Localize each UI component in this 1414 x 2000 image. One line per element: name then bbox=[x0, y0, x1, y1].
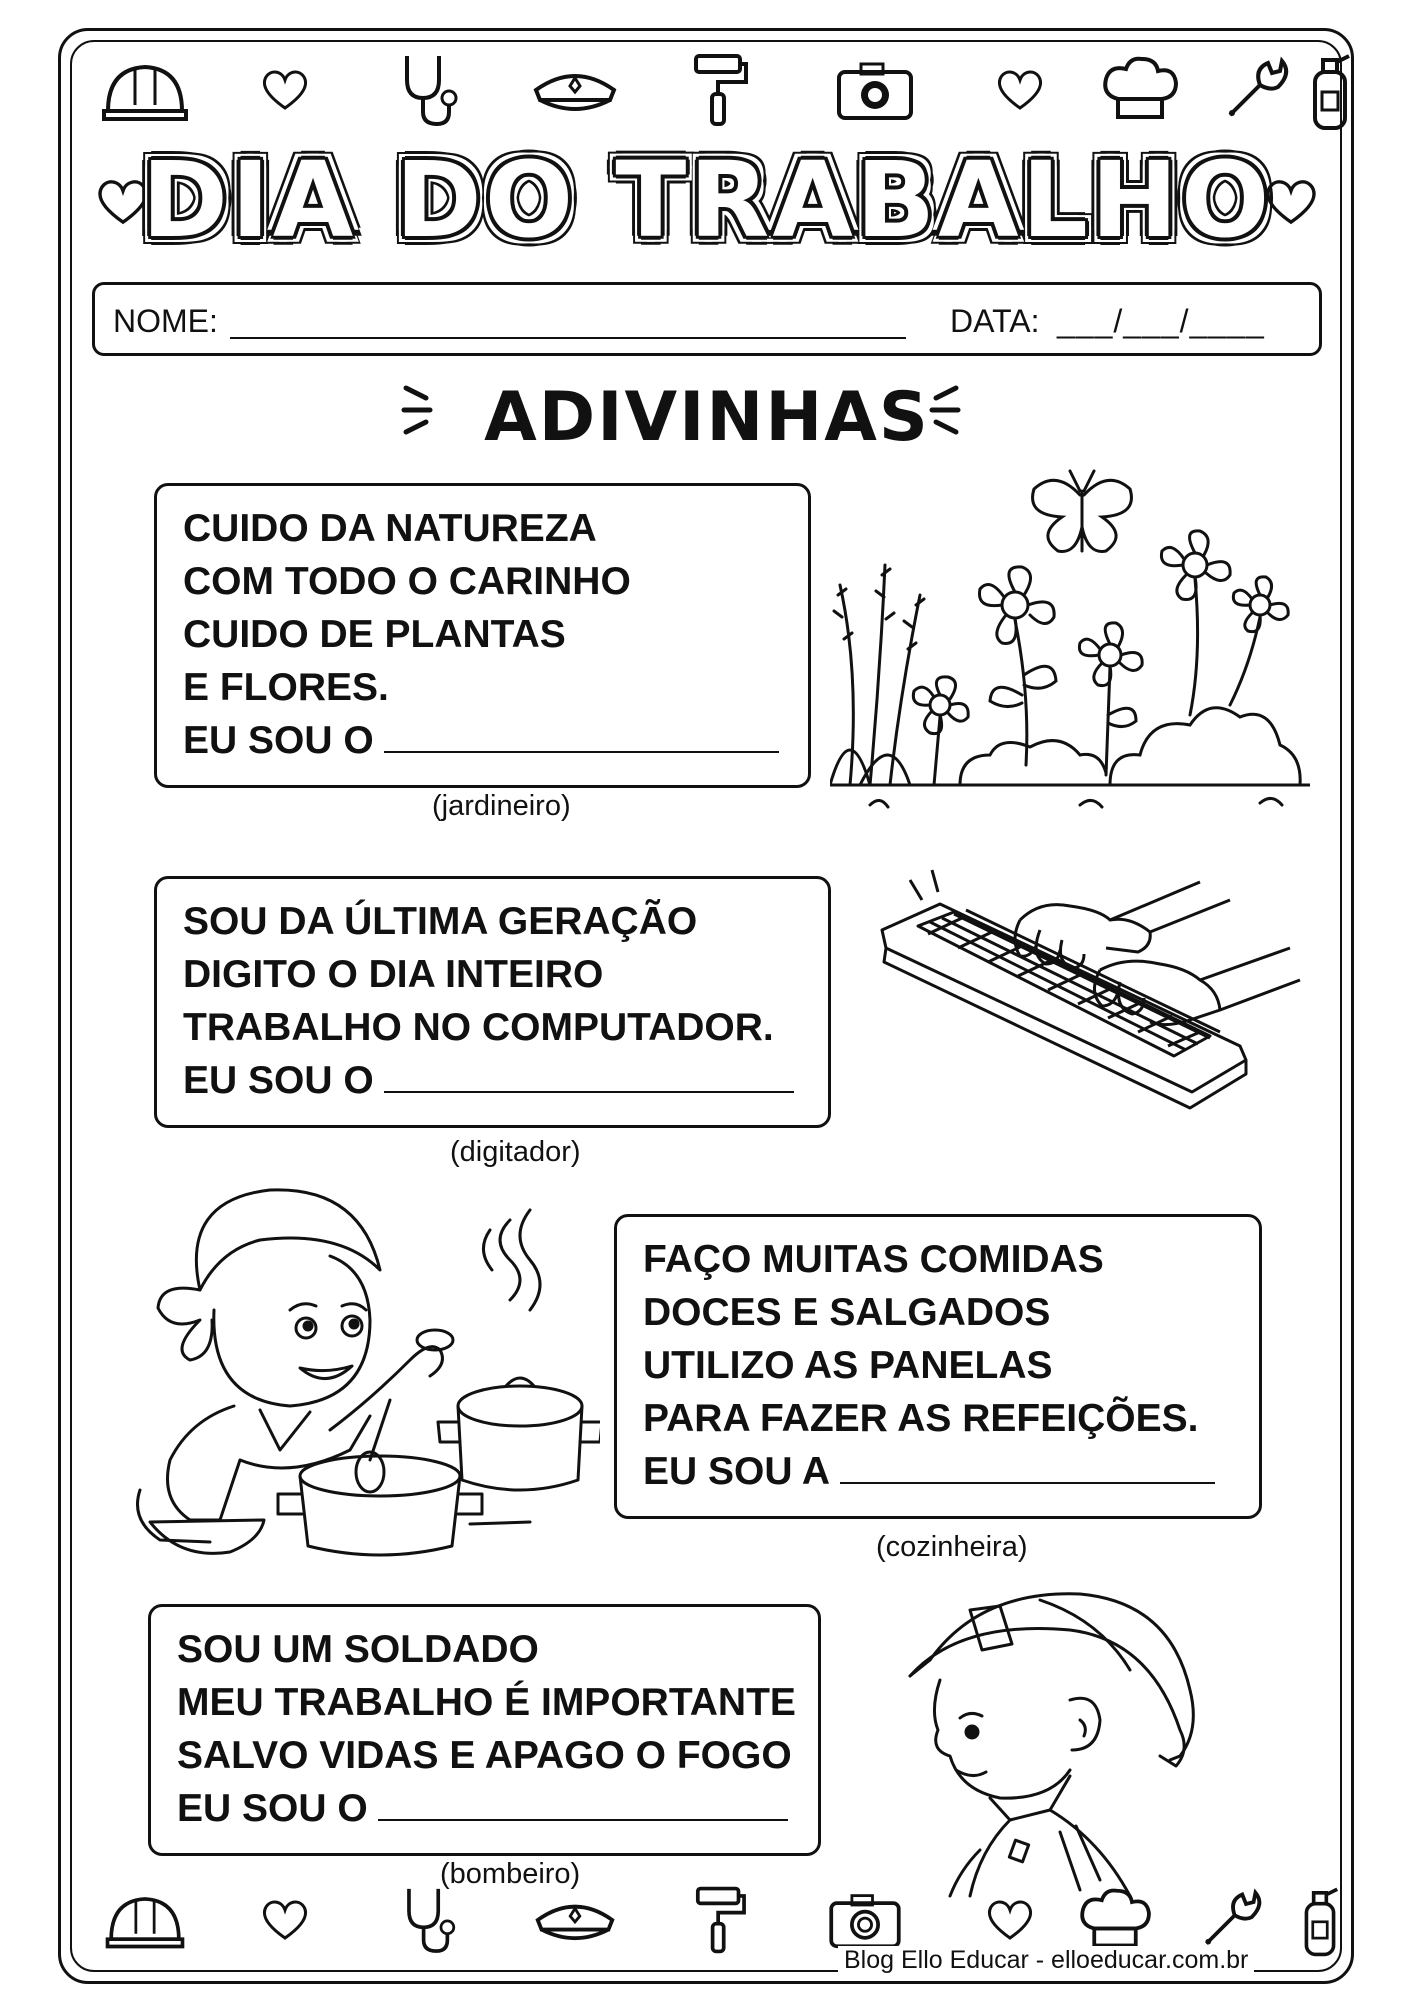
riddle-line: UTILIZO AS PANELAS bbox=[643, 1344, 1053, 1387]
hard-hat-icon bbox=[95, 40, 195, 140]
paint-roller-icon bbox=[670, 40, 770, 140]
hard-hat-icon bbox=[95, 1880, 195, 1960]
cook-illustration bbox=[130, 1160, 600, 1560]
footer-credit: Blog Ello Educar - elloeducar.com.br bbox=[838, 1946, 1254, 1975]
answer-blank[interactable] bbox=[384, 750, 779, 753]
police-cap-icon bbox=[525, 40, 625, 140]
answer-hint: (cozinheira) bbox=[876, 1531, 1028, 1563]
name-label: NOME: bbox=[113, 303, 218, 339]
police-cap-icon bbox=[525, 1880, 625, 1960]
riddle-prompt: EU SOU O bbox=[177, 1787, 368, 1830]
answer-hint: (bombeiro) bbox=[440, 1858, 581, 1890]
sparkle-icon bbox=[922, 382, 962, 438]
riddle-line: SALVO VIDAS E APAGO O FOGO bbox=[177, 1734, 792, 1777]
answer-blank[interactable] bbox=[840, 1481, 1215, 1484]
paint-roller-icon bbox=[670, 1880, 770, 1960]
heart-icon bbox=[970, 40, 1070, 140]
firefighter-illustration bbox=[900, 1580, 1230, 1900]
riddle-line: PARA FAZER AS REFEIÇÕES. bbox=[643, 1397, 1199, 1440]
name-field[interactable] bbox=[230, 337, 906, 339]
riddle-line: E FLORES. bbox=[183, 666, 389, 709]
riddle-box-4 bbox=[148, 1604, 821, 1856]
riddle-line: TRABALHO NO COMPUTADOR. bbox=[183, 1006, 774, 1049]
fire-extinguisher-icon bbox=[1280, 40, 1380, 140]
stethoscope-icon bbox=[380, 40, 480, 140]
camera-icon bbox=[825, 40, 925, 140]
riddle-box-3 bbox=[614, 1214, 1262, 1519]
title-area bbox=[90, 139, 1324, 261]
riddle-box-1 bbox=[154, 483, 811, 788]
date-field[interactable]: ___/___/____ bbox=[1057, 303, 1265, 339]
section-heading: ADIVINHAS bbox=[484, 378, 930, 457]
answer-hint: (digitador) bbox=[450, 1136, 581, 1168]
name-date-bar bbox=[92, 282, 1322, 356]
riddle-line: SOU UM SOLDADO bbox=[177, 1628, 539, 1671]
riddle-prompt: EU SOU O bbox=[183, 1059, 374, 1102]
top-icon-row bbox=[90, 40, 1324, 140]
answer-hint: (jardineiro) bbox=[432, 790, 571, 822]
riddle-line: CUIDO DE PLANTAS bbox=[183, 613, 566, 656]
sparkle-icon bbox=[400, 382, 440, 438]
answer-blank[interactable] bbox=[378, 1818, 788, 1821]
riddle-line: SOU DA ÚLTIMA GERAÇÃO bbox=[183, 900, 698, 943]
riddle-prompt: EU SOU O bbox=[183, 719, 374, 762]
page-title: DIA DO TRABALHO bbox=[141, 139, 1273, 261]
heart-icon bbox=[235, 1880, 335, 1960]
answer-blank[interactable] bbox=[384, 1090, 794, 1093]
riddle-line: DIGITO O DIA INTEIRO bbox=[183, 953, 604, 996]
riddle-line: FAÇO MUITAS COMIDAS bbox=[643, 1238, 1104, 1281]
riddle-line: DOCES E SALGADOS bbox=[643, 1291, 1051, 1334]
riddle-line: CUIDO DA NATUREZA bbox=[183, 507, 597, 550]
riddle-line: MEU TRABALHO É IMPORTANTE bbox=[177, 1681, 796, 1724]
riddle-box-2 bbox=[154, 876, 831, 1128]
heart-icon bbox=[1263, 177, 1319, 227]
heart-icon bbox=[235, 40, 335, 140]
chef-hat-icon bbox=[1090, 40, 1190, 140]
keyboard-illustration bbox=[870, 860, 1310, 1140]
fire-extinguisher-icon bbox=[1270, 1880, 1370, 1960]
riddle-line: COM TODO O CARINHO bbox=[183, 560, 631, 603]
riddle-prompt: EU SOU A bbox=[643, 1450, 831, 1493]
stethoscope-icon bbox=[380, 1880, 480, 1960]
date-label: DATA: bbox=[950, 303, 1040, 339]
garden-illustration bbox=[830, 455, 1310, 825]
